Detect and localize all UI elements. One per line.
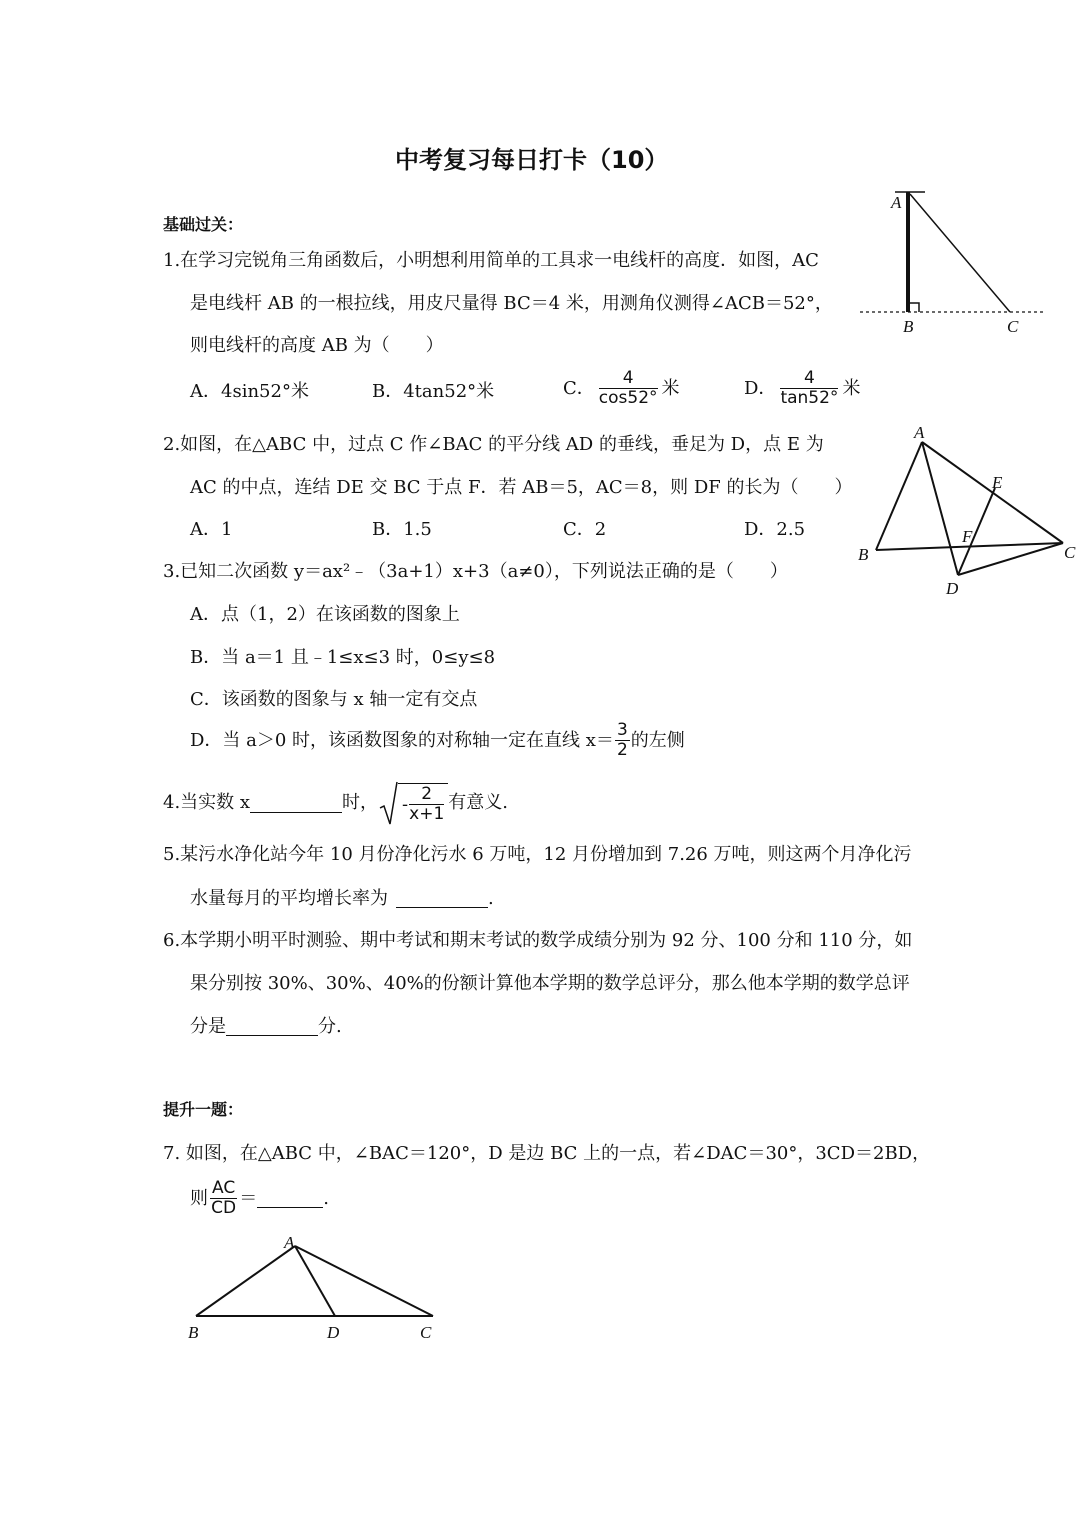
q7-denominator: CD (211, 1198, 237, 1218)
segment-ab (196, 1246, 295, 1316)
q2-option-d: D．2.5 (744, 519, 806, 540)
q3-option-d-tail: 的左侧 (630, 729, 685, 751)
q2-label-a: A (914, 423, 925, 442)
q1-option-c (563, 370, 680, 407)
q4-text-mid: 时， (342, 792, 379, 813)
q1-line3: 则电线杆的高度 AB 为（ ） (190, 335, 444, 356)
q4-text-pre: 4.当实数 x (163, 792, 251, 813)
q7-numerator: AC (212, 1178, 236, 1198)
q4-answer-blank[interactable] (250, 794, 342, 813)
q1-figure-pole (855, 180, 1055, 340)
q1-option-d-label: D． (744, 377, 777, 399)
q7-label-a: A (284, 1233, 295, 1252)
q6-line2: 果分别按 30%、30%、40%的份额计算他本学期的数学总评分，那么他本学期的数学总评 (190, 973, 910, 994)
q7-label-c: C (420, 1323, 432, 1342)
q4-radicand (398, 783, 448, 823)
q6-text-post: 分. (318, 1016, 342, 1037)
q4-denominator: x+1 (409, 804, 445, 824)
q3-option-c: C．该函数的图象与 x 轴一定有交点 (190, 689, 478, 710)
q1-option-c-numerator: 4 (599, 370, 658, 389)
q1-label-b: B (903, 317, 914, 336)
q2-figure-triangle (850, 420, 1080, 600)
q1-option-c-unit: 米 (661, 377, 680, 399)
q7-fraction (210, 1180, 237, 1217)
q7-period: . (323, 1187, 329, 1209)
q1-option-d-unit: 米 (842, 377, 861, 399)
q3-stem: 3.已知二次函数 y＝ax²﹣（3a+1）x+3（a≠0），下列说法正确的是（ ） (163, 561, 788, 582)
q6-line1: 6.本学期小明平时测验、期中考试和期末考试的数学成绩分别为 92 分、100 分和 110 分，如 (163, 930, 913, 951)
q5-line1: 5.某污水净化站今年 10 月份净化污水 6 万吨，12 月份增加到 7.26 万吨，则这两个月净化污 (163, 844, 912, 865)
q6-answer-blank[interactable] (226, 1017, 318, 1036)
q7-answer-line (190, 1180, 329, 1217)
guy-wire-ac (910, 194, 1010, 312)
q2-label-e: E (992, 473, 1003, 492)
q5-line2 (190, 889, 494, 908)
segment-ad (922, 442, 958, 575)
q4-minus-sign: - (402, 793, 409, 815)
q3-option-a: A．点（1，2）在该函数的图象上 (190, 604, 460, 625)
q3-option-d-numerator: 3 (616, 720, 628, 740)
q3-option-d-denominator: 2 (616, 740, 628, 760)
q7-text-pre: 则 (190, 1187, 208, 1209)
q7-figure-triangle (180, 1228, 450, 1348)
q1-option-d-fraction (780, 370, 838, 407)
q2-label-d: D (946, 579, 959, 598)
q5-answer-blank[interactable] (396, 889, 488, 908)
q2-option-a: A．1 (190, 519, 233, 540)
section-advanced-heading: 提升一题： (163, 1100, 244, 1119)
q3-option-d-fraction (615, 722, 630, 759)
q1-line1: 1.在学习完锐角三角函数后，小明想利用简单的工具求一电线杆的高度．如图，AC (163, 250, 819, 271)
page-title: 中考复习每日打卡（10） (395, 146, 669, 174)
right-angle-mark (910, 303, 919, 312)
q4-fraction (409, 786, 444, 823)
q2-label-b: B (858, 545, 869, 564)
q1-label-a: A (891, 193, 902, 212)
q1-option-d (744, 370, 860, 407)
q1-line2: 是电线杆 AB 的一根拉线，用皮尺量得 BC＝4 米，用测角仪测得∠ACB＝52°， (190, 293, 833, 314)
q1-option-c-denominator: cos52° (598, 388, 658, 408)
q4-text-post: 有意义. (448, 792, 508, 813)
q3-option-b: B．当 a＝1 且﹣1≤x≤3 时，0≤y≤8 (190, 647, 496, 668)
q7-label-d: D (327, 1323, 340, 1342)
q7-answer-blank[interactable] (257, 1189, 323, 1208)
q3-option-d-text: D．当 a＞0 时，该函数图象的对称轴一定在直线 x＝ (190, 729, 614, 751)
q1-option-b: B．4tan52°米 (372, 381, 495, 402)
q1-label-c: C (1007, 317, 1019, 336)
q1-option-d-numerator: 4 (780, 370, 838, 389)
radical-sign-icon (378, 780, 398, 826)
q2-label-f: F (962, 527, 973, 546)
q2-option-c: C．2 (563, 519, 607, 540)
segment-ab (876, 442, 922, 550)
q7-label-b: B (188, 1323, 199, 1342)
segment-dc (958, 543, 1063, 575)
q3-option-d (190, 722, 685, 759)
q2-option-b: B．1.5 (372, 519, 432, 540)
q6-line3 (190, 1017, 342, 1036)
q1-option-d-denominator: tan52° (780, 388, 839, 408)
q4-numerator: 2 (409, 786, 444, 805)
q1-option-c-label: C． (563, 377, 595, 399)
q6-text-pre: 分是 (190, 1016, 226, 1037)
section-basic-heading: 基础过关： (163, 215, 244, 234)
q5-text: 水量每月的平均增长率为 (190, 888, 388, 909)
q2-line2: AC 的中点，连结 DE 交 BC 于点 F．若 AB＝5，AC＝8，则 DF 的长为（ ） (190, 477, 853, 498)
q4-line (163, 780, 508, 826)
q2-line1: 2.如图，在△ABC 中，过点 C 作∠BAC 的平分线 AD 的垂线，垂足为 D，点 E 为 (163, 434, 824, 455)
q7-stem: 7. 如图，在△ABC 中，∠BAC＝120°，D 是边 BC 上的一点，若∠DAC＝30°，3CD＝2BD， (163, 1143, 931, 1164)
q1-option-a: A．4sin52°米 (190, 381, 309, 402)
q4-sqrt-expression (378, 780, 448, 826)
q2-label-c: C (1064, 543, 1076, 562)
q7-equals: ＝ (239, 1187, 258, 1209)
q1-option-c-fraction (599, 370, 658, 407)
q5-period: . (488, 888, 494, 909)
